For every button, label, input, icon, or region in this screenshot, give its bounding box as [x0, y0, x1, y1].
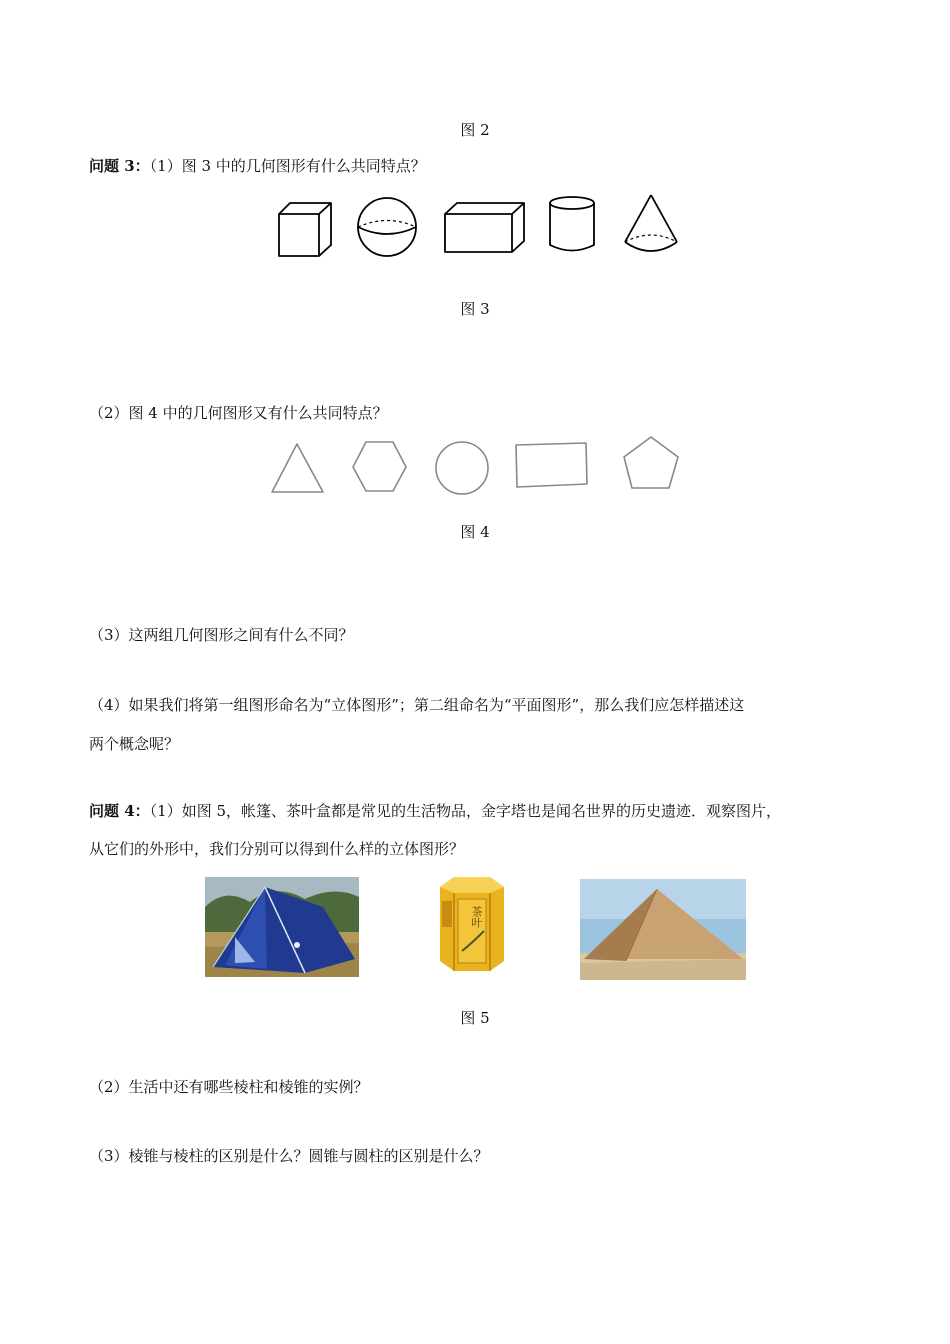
question3-part1: [89, 155, 426, 176]
figure2-caption: 图 2: [460, 121, 490, 139]
question4-label: 问题 4：: [89, 802, 150, 820]
question3-part4-line2: 两个概念呢？: [89, 735, 180, 753]
question3-part4-line1: （4）如果我们将第一组图形命名为“立体图形”；第二组命名为“平面图形”，那么我们应怎样描述这: [89, 696, 745, 714]
question4-part3: （3）棱锥与棱柱的区别是什么？圆锥与圆柱的区别是什么？: [89, 1147, 489, 1165]
figure4-caption: 图 4: [460, 523, 490, 541]
sphere-shape: [358, 198, 416, 256]
circle-shape: [436, 442, 488, 494]
question4-part1-text: （1）如图 5，帐篷、茶叶盒都是常见的生活物品，金字塔也是闻名世界的历史遗迹．观察图片，: [149, 802, 782, 820]
tea-box-label: 茶叶: [470, 906, 483, 928]
cube-shape: [279, 203, 331, 256]
cone-shape: [625, 195, 677, 251]
rectangle-shape: [516, 443, 587, 487]
question3-label: 问题 3：: [89, 157, 150, 175]
pyramid-photo: [580, 879, 746, 980]
cylinder-shape: [550, 197, 594, 251]
question3-part3: （3）这两组几何图形之间有什么不同？: [89, 626, 354, 644]
figure3-solids: [0, 190, 950, 270]
question4-part1-line1: [89, 800, 781, 821]
tent-photo: [205, 877, 359, 977]
cuboid-shape: [445, 203, 524, 252]
figure3-caption: 图 3: [460, 300, 490, 318]
question3-part1-text: （1）图 3 中的几何图形有什么共同特点？: [149, 157, 426, 175]
figure5-caption: 图 5: [460, 1009, 490, 1027]
hexagon-shape: [353, 442, 406, 491]
question3-part2: （2）图 4 中的几何图形又有什么共同特点？: [89, 404, 388, 422]
figure4-planes: [0, 430, 950, 500]
question4-part2: （2）生活中还有哪些棱柱和棱锥的实例？: [89, 1078, 369, 1096]
pentagon-shape: [624, 437, 678, 488]
triangle-shape: [272, 444, 323, 492]
question4-part1-line2: 从它们的外形中，我们分别可以得到什么样的立体图形？: [89, 840, 465, 858]
